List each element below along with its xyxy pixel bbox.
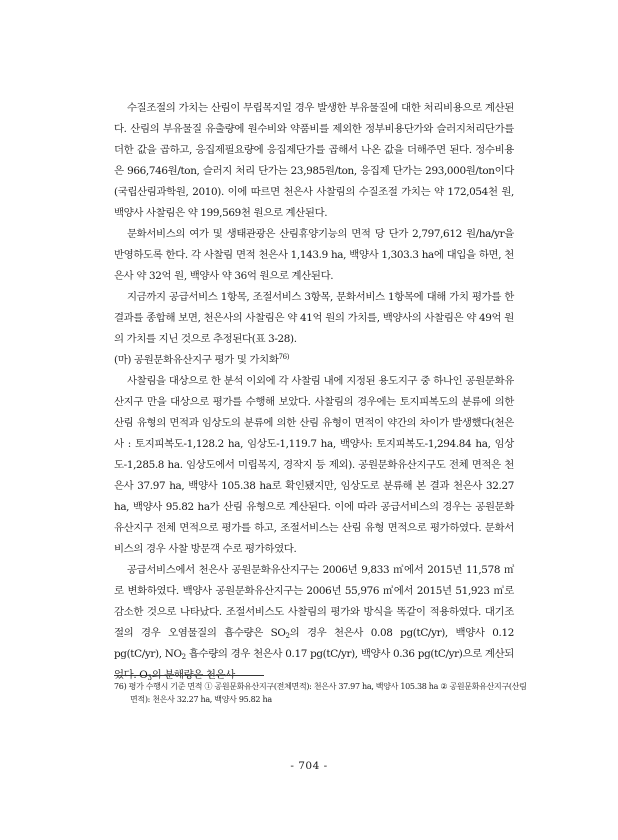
text-run: 의 분해량은 천은사 <box>151 669 235 681</box>
footnote-divider <box>114 675 264 676</box>
paragraph-water-regulation: 수질조절의 가치는 산림이 무립목지일 경우 발생한 부유물질에 대한 처리비용으로 계산된다. 산림의 부유물질 유출량에 원수비와 약품비를 제외한 정부비용단가와 슬러지처리단가를 더한 값을 곱하고, 응집제필요량에 응집제단가를 곱해서 나온 값을 더해주면 된다. 정수비용은 966,746원/ton, 슬러지 처리 단가는 23,985원/ton, 응집제 단가는 293,000원/ton이다(국립산림과학원, 2010). 이에 따르면 천은사 사찰림의 수질조절 가치는 약 172,054천 원, 백양사 사찰림은 약 199,569천 원으로 계산된다. <box>114 102 514 219</box>
page-number: - 704 - <box>290 760 328 772</box>
text-run: 공급서비스에서 천은사 공원문화유산지구는 2006년 9,833 ㎥에서 2015년 11,578 ㎥로 변화하였다. 백양사 공원문화유산지구는 2006년 55,976 ㎥에서 2015년 51,923 ㎥로 감소한 것으로 나타났다. 조절서비스도 사찰림의 평가와 방식을 똑같이 적용하였다. 대기조절의 경우 오염물질의 흡수량은 SO <box>114 564 514 639</box>
section-heading-text: (마) 공원문화유산지구 평가 및 가치화 <box>114 354 279 366</box>
footnote-marker: 76) <box>278 353 290 361</box>
text-run: 흡수량의 경우 천은사 0.17 pg(tC/yr), 백양사 0.36 pg(tC/yr)으로 계산되었다. O <box>114 648 514 681</box>
paragraph-summary: 지금까지 공급서비스 1항목, 조절서비스 3항목, 문화서비스 1항목에 대해 가치 평가를 한 결과를 종합해 보면, 천은사의 사찰림은 약 41억 원의 가치를, 백양사의 사찰림은 약 49억 원의 가치를 지닌 것으로 추정된다(표 3-28). <box>114 291 514 345</box>
subscript: 3 <box>147 674 152 682</box>
paragraph-heritage-district: 사찰림을 대상으로 한 분석 이외에 각 사찰림 내에 지정된 용도지구 중 하나인 공원문화유산지구 만을 대상으로 평가를 수행해 보았다. 사찰림의 경우에는 토지피복도의 분류에 의한 산림 유형의 면적과 임상도의 분류에 의한 산림 유형이 면적이 약간의 차이가 발생했다(천은사 : 토지피복도-1,128.2 ha, 임상도-1,119.7 ha, 백양사: 토지피복도-1,294.84 ha, 임상도-1,285.8 ha. 임상도에서 미립목지, 경작지 등 제외). 공원문화유산지구도 전체 면적은 천은사 37.97 ha, 백양사 105.38 ha로 확인됐지만, 임상도로 분류해 본 결과 천은사 32.27 ha, 백양사 95.82 ha가 산림 유형으로 계산된다. 이에 따라 공급서비스의 경우는 공원문화유산지구 전체 면적으로 평가를 하고, 조절서비스는 산림 유형 면적으로 평가하였다. 문화서비스의 경우 사찰 방문객 수로 평가하였다. <box>114 375 514 555</box>
body-text <box>114 98 514 686</box>
paragraph-supply-service <box>114 560 514 686</box>
subscript: 2 <box>285 632 290 640</box>
paragraph-cultural-service: 문화서비스의 여가 및 생태관광은 산림휴양기능의 면적 당 단가 2,797,612 원/ha/yr을 반영하도록 한다. 각 사찰림 면적 천은사 1,143.9 ha, 백양사 1,303.3 ha에 대입을 하면, 천은사 약 32억 원, 백양사 약 36억 원으로 계산된다. <box>114 228 514 282</box>
footnote: 76) 평가 수행시 기준 면적 ① 공원문화유산지구(전체면적): 천은사 37.97 ha, 백양사 105.38 ha ② 공원문화유산지구(산림면적): 천은사 32.27 ha, 백양사 95.82 ha <box>114 682 527 704</box>
text-run: 의 경우 천은사 0.08 pg(tC/yr), 백양사 0.12 pg(tC/yr), NO <box>114 627 514 660</box>
subscript: 2 <box>181 653 186 661</box>
section-heading <box>114 350 514 371</box>
